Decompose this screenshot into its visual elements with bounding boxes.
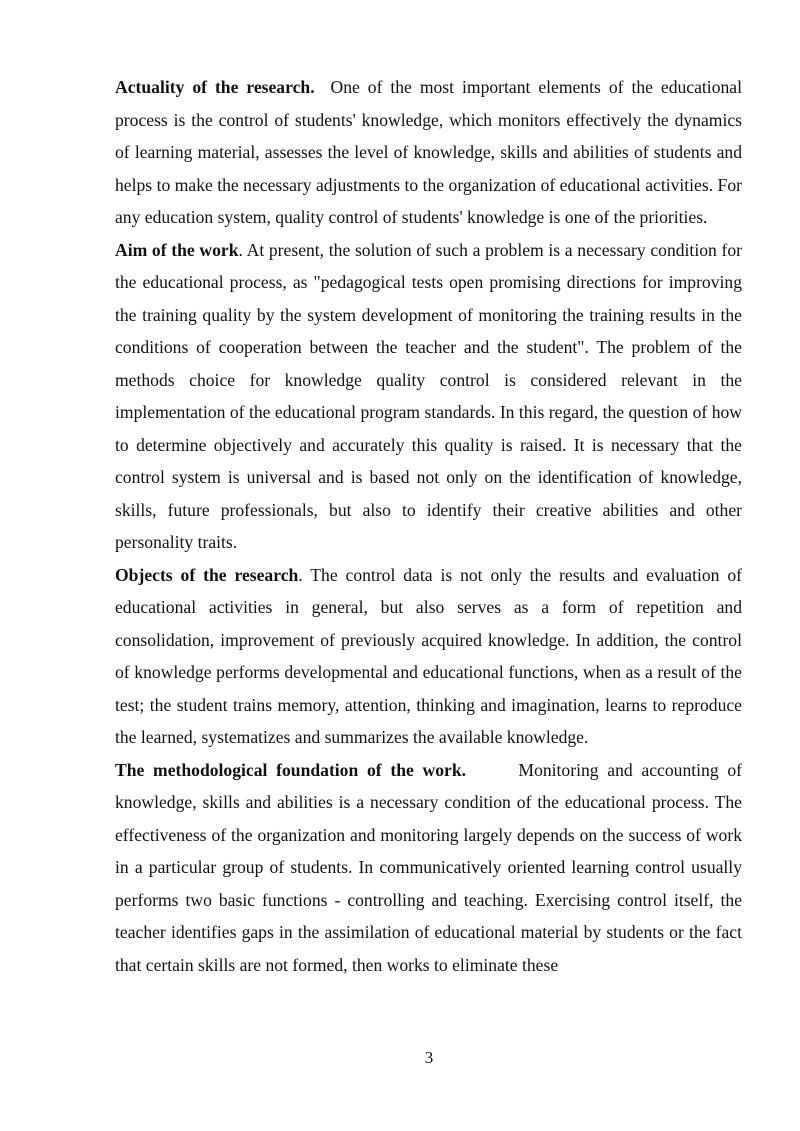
paragraph-text-objects: . The control data is not only the results and evaluation of educational activities in general, but also serves as a form of repetition and consolidation, improvement of previously acquired knowledge. In addition, the control of knowledge performs developmental and educational functions, when as a result of the test; the student trains memory, attention, thinking and imagination, learns to reproduce the learned, systematizes and summarizes the available knowledge. bbox=[115, 564, 742, 747]
paragraph-text-aim: . At present, the solution of such a problem is a necessary condition for the educational process, as "pedagogical tests open promising directions for improving the training quality by the system development of monitoring the training results in the conditions of cooperation between the teacher and the student". The problem of the methods choice for knowledge quality control is considered relevant in the implementation of the educational program standards. In this regard, the question of how to determine objectively and accurately this quality is raised. It is necessary that the control system is universal and is based not only on the identification of knowledge, skills, future professionals, but also to identify their creative abilities and other personality traits. bbox=[115, 239, 742, 552]
paragraph-heading-aim: Aim of the work bbox=[115, 239, 239, 260]
paragraph-aim bbox=[115, 234, 742, 559]
paragraph-actuality bbox=[115, 71, 747, 234]
paragraph-heading-actuality: Actuality of the research. bbox=[115, 77, 315, 97]
paragraph-objects bbox=[115, 559, 742, 754]
body-text bbox=[115, 71, 747, 981]
paragraph-heading-methodological-foundation: The methodological foundation of the work. bbox=[115, 759, 467, 780]
page-number: 3 bbox=[424, 1048, 434, 1067]
paragraph-text-methodological-foundation: Monitoring and accounting of knowledge, skills and abilities is a necessary condition of the educational process. The effectiveness of the organization and monitoring largely depends on the success of work in a particular group of students. In communicatively oriented learning control usually performs two basic functions - controlling and teaching. Exercising control itself, the teacher identifies gaps in the assimilation of educational material by students or the fact that certain skills are not formed, then works to eliminate these bbox=[115, 759, 747, 975]
paragraph-heading-objects: Objects of the research bbox=[115, 564, 299, 585]
paragraph-methodological-foundation bbox=[115, 754, 747, 982]
paragraph-text-actuality: One of the most important elements of the educational process is the control of students' knowledge, which monitors effectively the dynamics of learning material, assesses the level of knowledge, skills and abilities of students and helps to make the necessary adjustments to the organization of educational activities. For any education system, quality control of students' knowledge is one of the priorities. bbox=[115, 77, 747, 227]
